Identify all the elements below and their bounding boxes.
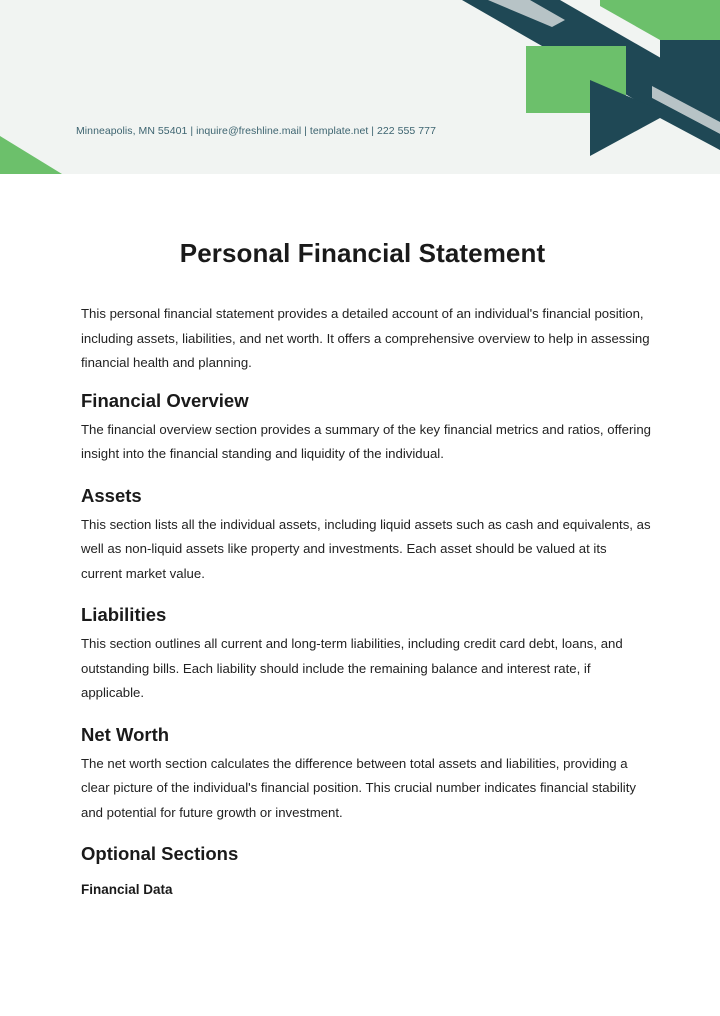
contact-info: Minneapolis, MN 55401 | inquire@freshline.mail | template.net | 222 555 777 [76, 125, 436, 137]
section-body-liabilities: This section outlines all current and long-term liabilities, including credit card debt, loans, and outstanding bills. Each liability should include the remaining balance and interest rate, if applicable. [81, 636, 623, 700]
section-body-assets: This section lists all the individual assets, including liquid assets such as cash and equivalents, as well as non-liquid assets like property and investments. Each asset should be valued at its current market value. [81, 516, 651, 581]
section-heading-liabilities: Liabilities [81, 604, 167, 625]
header-band [0, 0, 720, 174]
section-heading-optional-sections: Optional Sections [81, 843, 239, 864]
page-title: Personal Financial Statement [179, 238, 546, 268]
intro-paragraph: This personal financial statement provides a detailed account of an individual's financial position, including assets, liabilities, and net worth. It offers a comprehensive overview to help in assessing financial health and planning. [81, 306, 650, 370]
section-body-net-worth: The net worth section calculates the difference between total assets and liabilities, providing a clear picture of the individual's financial position. This crucial number indicates financial stability and potential for future growth or investment. [81, 755, 636, 820]
subheading-financial-data: Financial Data [81, 882, 173, 897]
document-body [81, 302, 651, 900]
section-body-financial-overview: The financial overview section provides a summary of the key financial metrics and ratios, offering insight into the financial standing and liquidity of the individual. [81, 421, 652, 461]
section-heading-financial-overview: Financial Overview [81, 389, 249, 411]
header-graphic [0, 0, 720, 174]
corner-triangle-left [0, 136, 62, 174]
section-heading-assets: Assets [81, 484, 142, 506]
section-heading-net-worth: Net Worth [81, 723, 170, 745]
